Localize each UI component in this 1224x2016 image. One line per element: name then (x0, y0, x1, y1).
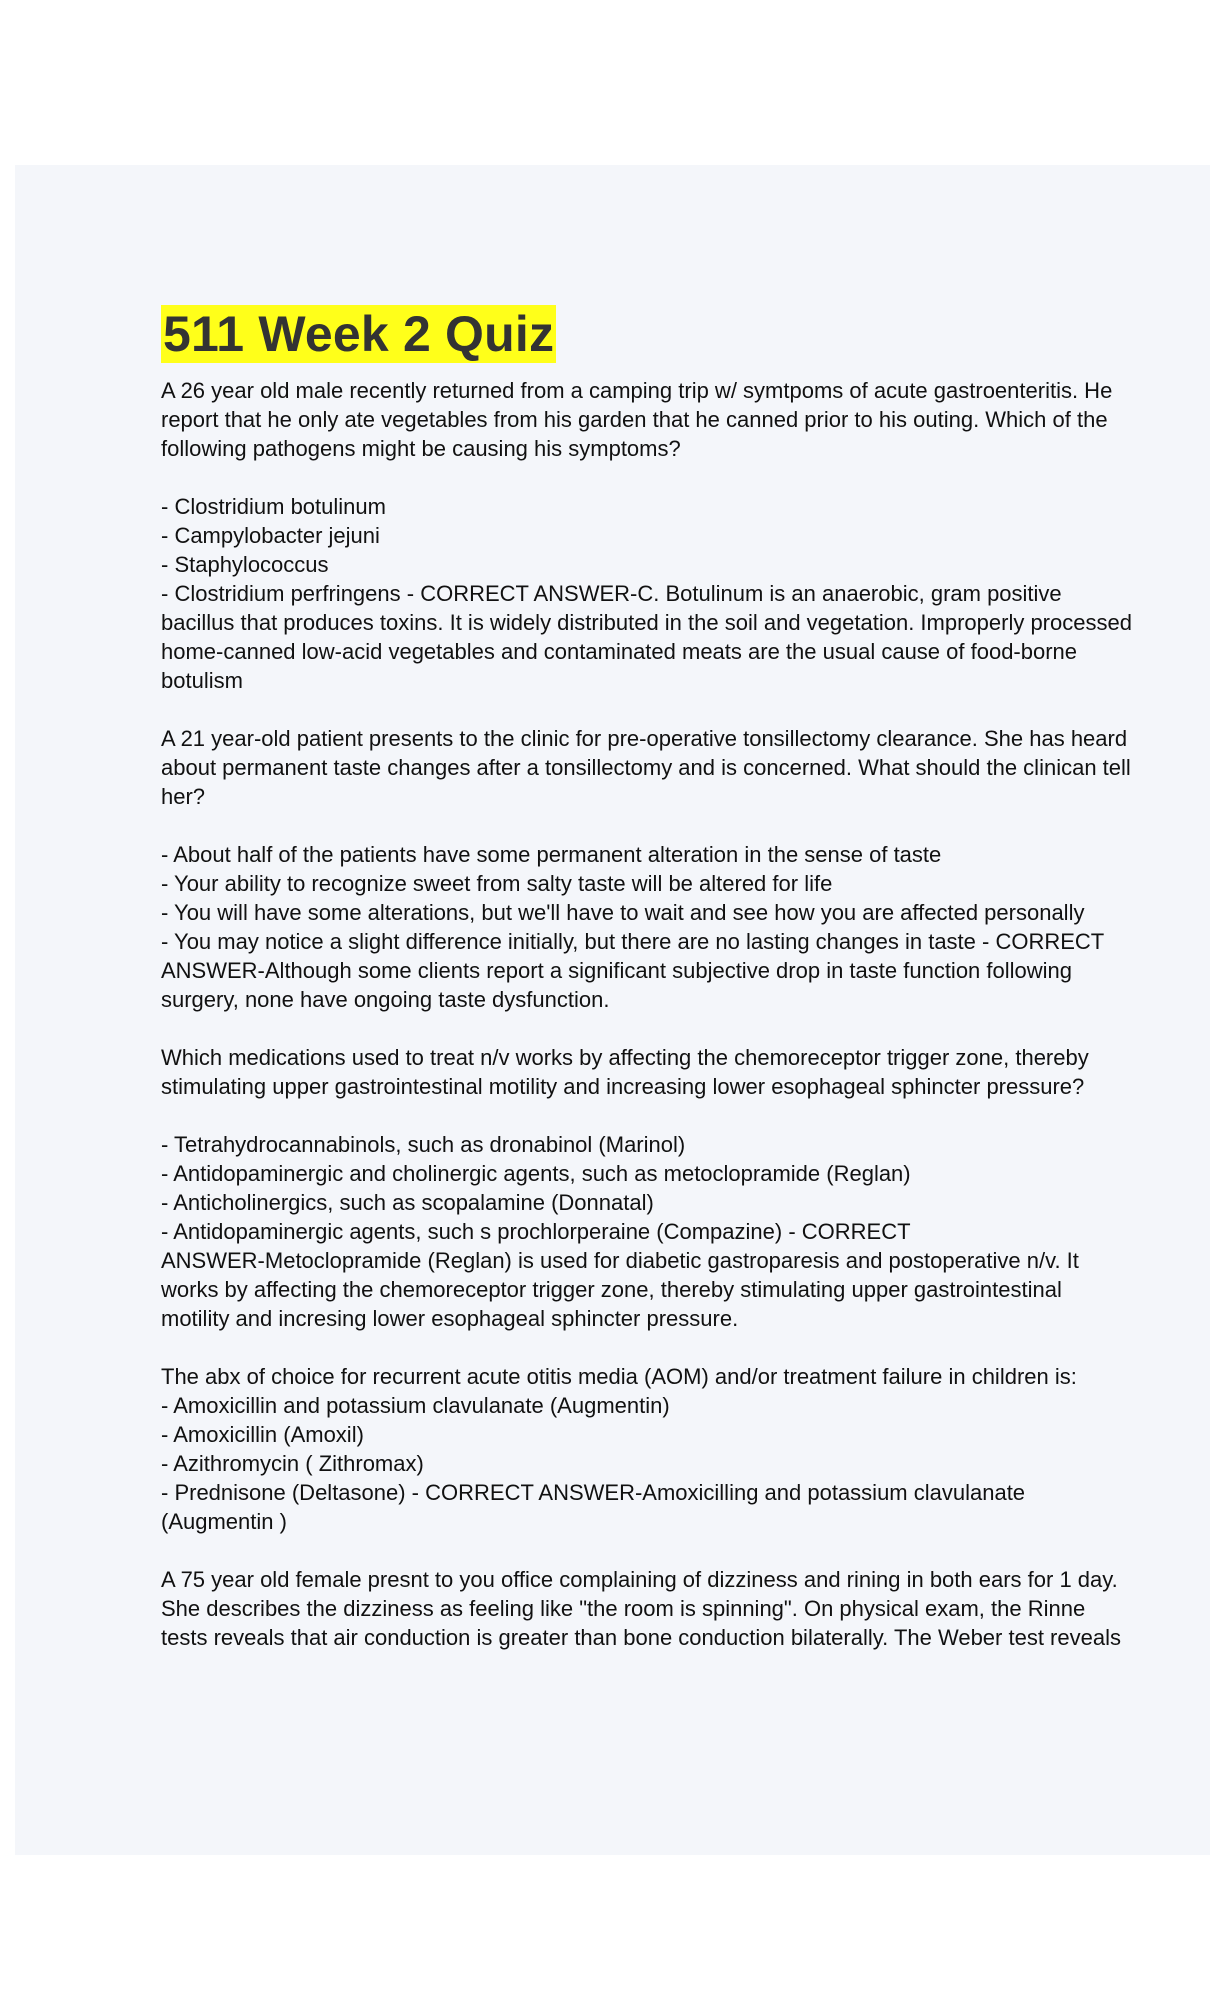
question-4-answer-line: (Augmentin ) (161, 1509, 287, 1534)
question-3-option-line: - Anticholinergics, such as scopalamine (Donnatal) (161, 1190, 654, 1215)
question-1-stem-line: following pathogens might be causing his symptoms? (161, 436, 681, 461)
question-5-stem-line: tests reveals that air conduction is greater than bone conduction bilaterally. The Weber test reveals (161, 1625, 1121, 1650)
question-1 (161, 376, 1146, 695)
question-2-stem-line: her? (161, 784, 206, 809)
question-2-option-line: - Your ability to recognize sweet from salty taste will be altered for life (161, 871, 833, 896)
question-3-answer-line: ANSWER-Metoclopramide (Reglan) is used for diabetic gastroparesis and postoperative n/v. It (161, 1248, 1079, 1273)
question-3-answer-line: - Antidopaminergic agents, such s prochlorperaine (Compazine) - CORRECT (161, 1219, 911, 1244)
question-3-answer-line: works by affecting the chemoreceptor trigger zone, thereby stimulating upper gastrointestinal (161, 1277, 1062, 1302)
question-1-answer-line: botulism (161, 668, 243, 693)
question-1-answer-line: bacillus that produces toxins. It is widely distributed in the soil and vegetation. Improperly processed (161, 610, 1132, 635)
question-5-stem-line: A 75 year old female presnt to you office complaining of dizziness and rining in both ears for 1 day. (161, 1567, 1118, 1592)
spacer (161, 463, 1146, 492)
question-2-option-line: - About half of the patients have some permanent alteration in the sense of taste (161, 842, 942, 867)
question-2-answer-line: surgery, none have ongoing taste dysfunction. (161, 987, 610, 1012)
question-2-stem-line: A 21 year-old patient presents to the clinic for pre-operative tonsillectomy clearance. She has heard (161, 726, 1128, 751)
question-3-stem-line: stimulating upper gastrointestinal motility and increasing lower esophageal sphincter pressure? (161, 1074, 1085, 1099)
question-4-option-line: - Azithromycin ( Zithromax) (161, 1451, 424, 1476)
question-3-option-line: - Tetrahydrocannabinols, such as dronabinol (Marinol) (161, 1132, 686, 1157)
spacer (161, 1101, 1146, 1130)
question-4 (161, 1362, 1146, 1536)
page-title: 511 Week 2 Quiz (163, 306, 555, 362)
question-4-option-line: - Amoxicillin (Amoxil) (161, 1422, 364, 1447)
question-1-answer-line: - Clostridium perfringens - CORRECT ANSWER-C. Botulinum is an anaerobic, gram positive (161, 581, 1062, 606)
question-1-option-line: - Campylobacter jejuni (161, 523, 380, 548)
spacer (161, 811, 1146, 840)
question-1-answer-line: home-canned low-acid vegetables and contaminated meats are the usual cause of food-borne (161, 639, 1078, 664)
document-content (161, 305, 1146, 1652)
question-5-stem-line: She describes the dizziness as feeling like "the room is spinning". On physical exam, the Rinne (161, 1596, 1086, 1621)
question-4-answer-line: - Prednisone (Deltasone) - CORRECT ANSWER-Amoxicilling and potassium clavulanate (161, 1480, 1026, 1505)
question-2-answer-line: - You may notice a slight difference initially, but there are no lasting changes in taste - CORRECT (161, 929, 1105, 954)
question-3-stem-line: Which medications used to treat n/v works by affecting the chemoreceptor trigger zone, thereby (161, 1045, 1089, 1070)
question-4-option-line: - Amoxicillin and potassium clavulanate (Augmentin) (161, 1393, 670, 1418)
question-3 (161, 1043, 1146, 1333)
question-1-stem-line: report that he only ate vegetables from his garden that he canned prior to his outing. Which of the (161, 407, 1108, 432)
question-3-answer-line: motility and incresing lower esophageal sphincter pressure. (161, 1306, 739, 1331)
question-1-stem-line: A 26 year old male recently returned from a camping trip w/ symtpoms of acute gastroenteritis. He (161, 378, 1113, 403)
question-4-stem-line: The abx of choice for recurrent acute otitis media (AOM) and/or treatment failure in children is: (161, 1364, 1077, 1389)
question-2-stem-line: about permanent taste changes after a tonsillectomy and is concerned. What should the clinican tell (161, 755, 1131, 780)
question-2-option-line: - You will have some alterations, but we'll have to wait and see how you are affected personally (161, 900, 1085, 925)
question-2 (161, 724, 1146, 1014)
question-2-answer-line: ANSWER-Although some clients report a significant subjective drop in taste function following (161, 958, 1073, 983)
question-1-option-line: - Clostridium botulinum (161, 494, 386, 519)
question-3-option-line: - Antidopaminergic and cholinergic agents, such as metoclopramide (Reglan) (161, 1161, 911, 1186)
question-5 (161, 1565, 1146, 1652)
question-1-option-line: - Staphylococcus (161, 552, 329, 577)
